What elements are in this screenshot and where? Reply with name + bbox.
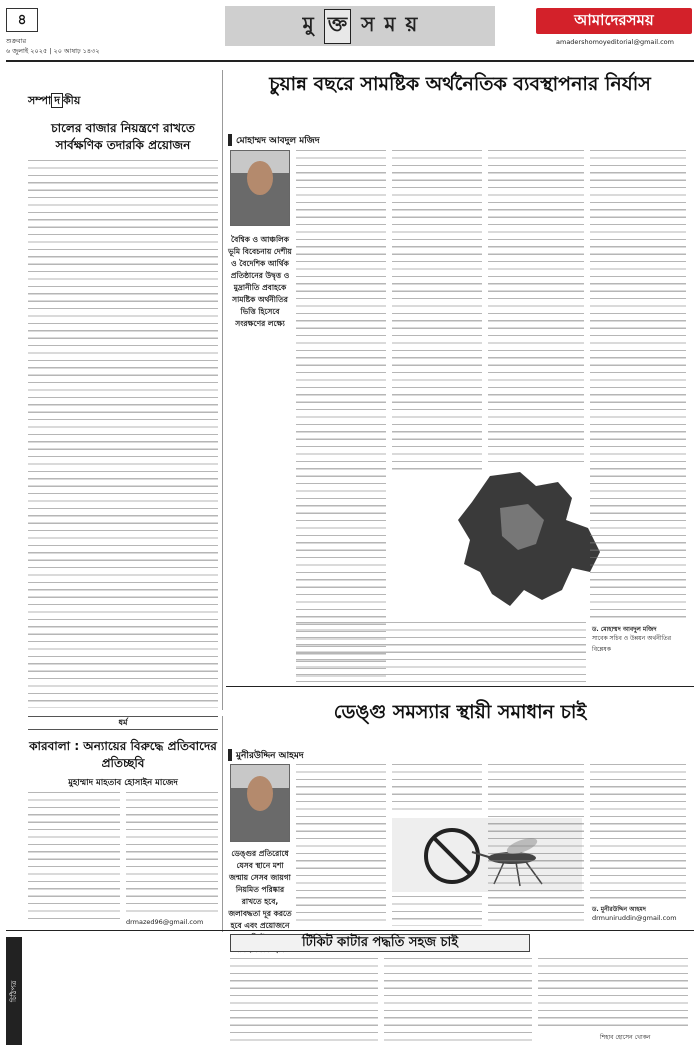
pull-quote: ডেঙ্গুর প্রতিরোধে যেসব স্থানে মশা জন্মায় সেসব জায়গা নিয়মিত পরিষ্কার রাখতে হবে, জলাবদ্ধতা দূর করতে হবে এবং প্রয়োজনে [228, 849, 292, 930]
page-number: ৪ [6, 8, 38, 32]
author-face [247, 161, 273, 195]
byline-marker [228, 749, 232, 761]
bangladesh-map-illustration [440, 468, 610, 618]
publication-day: শুক্রবার [6, 37, 27, 45]
religion-headline: কারবালা : অন্যায়ের বিরুদ্ধে প্রতিবাদের প্রতিচ্ছবি [29, 739, 217, 770]
religion-author-email: drmazed96@gmail.com [126, 918, 204, 926]
letter-signature: শিহাব হোসেন খোকন [600, 1034, 651, 1041]
article-body-column [392, 896, 482, 926]
religion-author: মুহাম্মাদ মাহতাব হোসাইন মাজেদ [68, 778, 178, 788]
section-letter: ম [384, 11, 396, 36]
column-divider [222, 716, 223, 932]
letter-body-column [230, 958, 378, 1042]
author-bio-name: ড. মোহাম্মদ আবদুল মজিদ [592, 626, 657, 633]
article-body-column [392, 150, 482, 475]
author-face [247, 776, 273, 811]
editorial-tag-box: দ [51, 93, 63, 108]
author-portrait [230, 150, 290, 226]
section-letter: য় [405, 11, 418, 36]
header-divider [6, 60, 694, 62]
section-letter: ক্ত [324, 9, 351, 44]
article-body-text [296, 622, 586, 682]
section-letter: মু [302, 11, 314, 36]
religion-body-column [126, 792, 218, 914]
byline-marker [228, 134, 232, 146]
author-bio-text: সাবেক সচিব ও উন্নয়ন অর্থনীতির বিশ্লেষক [592, 635, 672, 653]
article-divider [226, 686, 694, 687]
article-author: মুনীরউদ্দিন আহমদ [236, 751, 304, 761]
article-body-column [392, 764, 482, 814]
editorial-headline: চালের বাজার নিয়ন্ত্রণে রাখতে সার্বক্ষণিক তদারকি প্রয়োজন [51, 121, 195, 152]
article-headline: চুয়ান্ন বছরে সামষ্টিক অর্থনৈতিক ব্যবস্থাপনার নির্যাস [269, 73, 651, 95]
pull-quote: বৈশ্বিক ও আঞ্চলিক ভূমি বিবেচনায় দেশীয় ও বৈদেশিক আর্থিক প্রতিষ্ঠানের উদ্বৃত্ত ও মুদ্রানীতি প্রবাহকে সামষ্টিক অর্থনীতির ভিত্তি হিসেবে সংরক্ষণের লক্ষ্যে [228, 235, 292, 328]
article-body-column [590, 764, 686, 900]
editorial-tag-end: কীয় [62, 94, 81, 107]
article-body-column [296, 764, 386, 926]
editorial-tag-start: সম্পা [28, 94, 52, 107]
author-email: drmuniruddin@gmail.com [592, 914, 677, 922]
section-banner [225, 6, 495, 46]
article-body-column [488, 150, 584, 462]
religion-tag: ধর্ম [28, 716, 218, 730]
editorial-email: amadershomoyeditorial@gmail.com [556, 38, 674, 46]
publication-date: ৬ জুলাই ২০২৫ | ২০ আষাঢ় ১৪৩২ [6, 47, 100, 55]
article-body-column [590, 150, 686, 620]
letter-body-column [538, 958, 688, 1028]
newspaper-logo: আমাদেরসময় [536, 8, 692, 34]
column-divider [222, 70, 223, 710]
article-body-column [296, 150, 386, 680]
letters-section-tag: চিঠিপত্র [6, 937, 22, 1045]
author-bio-name: ড. মুনীরউদ্দিন আহমদ [592, 906, 646, 913]
article-author: মোহাম্মদ আবদুল মজিদ [236, 136, 320, 146]
author-portrait [230, 764, 290, 842]
article-body-column [488, 764, 584, 926]
letter-headline: টিকিট কাটার পদ্ধতি সহজ চাই [230, 934, 530, 952]
editorial-body-text [28, 160, 218, 708]
article-headline: ডেঙ্গু সমস্যার স্থায়ী সমাধান চাই [333, 701, 587, 723]
section-letter: স [361, 11, 375, 36]
religion-body-column [28, 792, 120, 924]
letters-divider [6, 930, 694, 931]
editorial-tag [28, 92, 80, 111]
letter-body-column [384, 958, 532, 1042]
